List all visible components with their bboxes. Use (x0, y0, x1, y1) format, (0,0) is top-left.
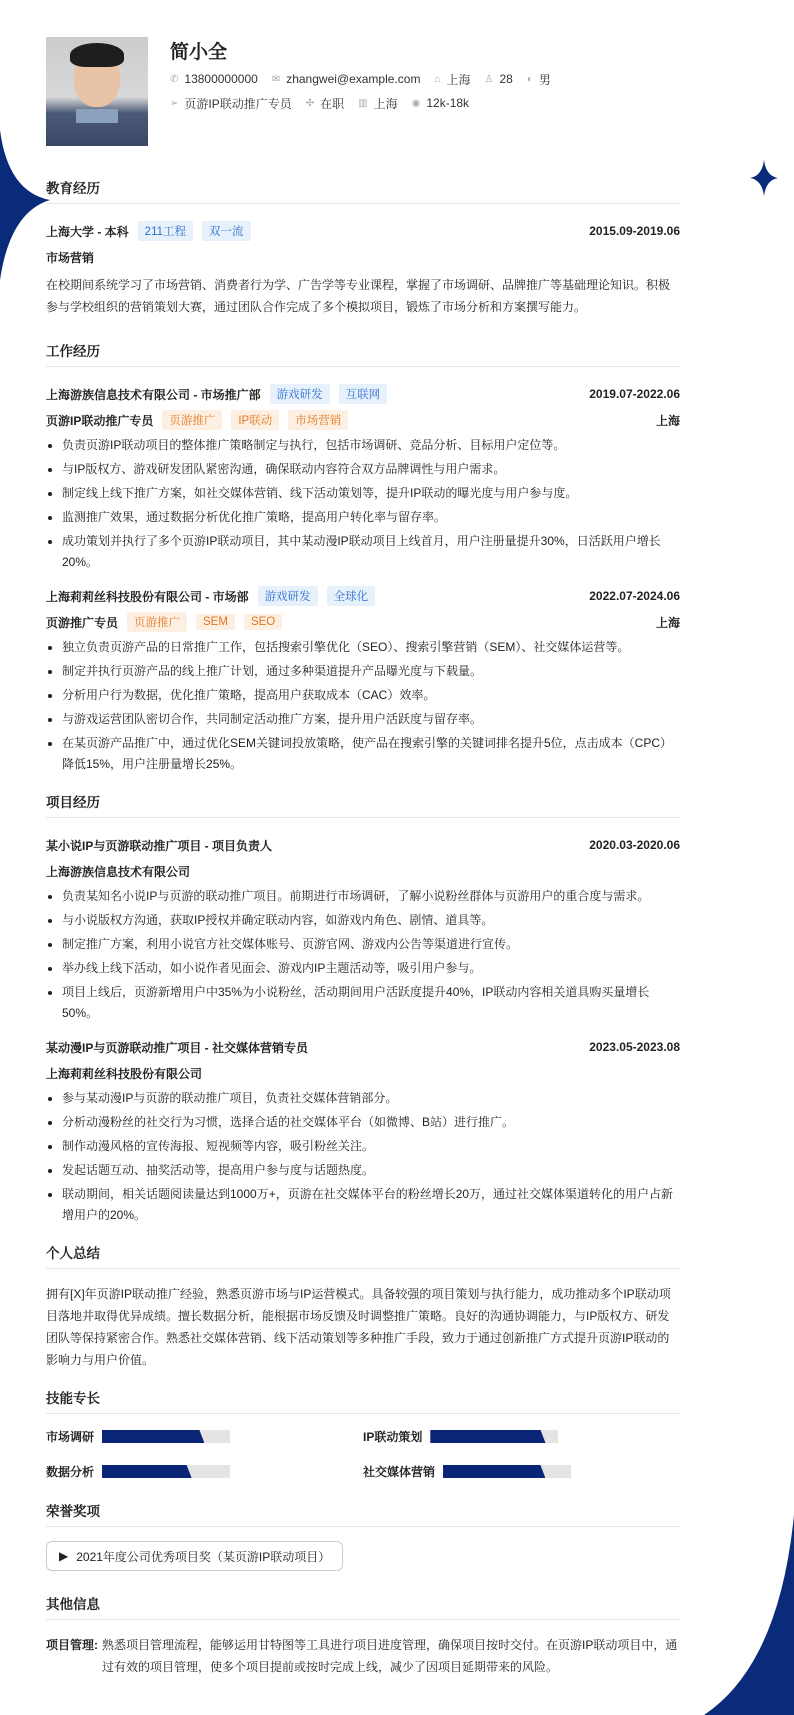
date: 2020.03-2020.06 (589, 838, 680, 852)
salary: 12k-18k (426, 96, 470, 110)
description: 在校期间系统学习了市场营销、消费者行为学、广告学等专业课程，掌握了市场调研、品牌推广等基础理论知识。积极参与学校组织的营销策划大赛，通过团队合作完成了多个模拟项目，锻炼了市场分析和方案撰写能力。 (46, 278, 671, 314)
skill-name: 社交媒体营销 (363, 1465, 436, 1479)
company: 上海游族信息技术有限公司 (46, 864, 191, 879)
company: 上海莉莉丝科技股份有限公司 (46, 1066, 203, 1081)
tag: 页游推广 (162, 410, 222, 430)
list-item: 制定并执行页游产品的线上推广计划，通过多种渠道提升产品曝光度与下载量。 (46, 661, 680, 682)
list-item: 制作动漫风格的宣传海报、短视频等内容，吸引粉丝关注。 (46, 1136, 680, 1157)
section-title: 教育经历 (46, 177, 680, 204)
age: 28 (499, 72, 513, 86)
section-title: 其他信息 (46, 1593, 680, 1620)
gender-icon: ◐ (526, 73, 533, 85)
skill-bar (443, 1465, 571, 1478)
city: 上海 (655, 615, 680, 630)
tag: 游戏研发 (270, 384, 330, 404)
other-section (46, 1593, 680, 1678)
summary-text: 拥有[X]年页游IP联动推广经验，熟悉页游市场与IP运营模式。具备较强的项目策划与执行能力，成功推动多个IP联动项目落地并取得优异成绩。擅长数据分析，能根据市场反馈及时调整推广策略。良好的沟通协调能力，与IP版权方、研发团队等保持紧密合作。熟悉社交媒体营销、线下活动策划等多种推广手段，致力于通过创新推广方式提升页游IP联动的影响力与用户价值。 (46, 1287, 671, 1367)
building-icon: ▥ (358, 97, 368, 109)
project-name: 某小说IP与页游联动推广项目 - 项目负责人 (46, 838, 273, 853)
gender: 男 (538, 72, 551, 87)
target-city: 上海 (373, 96, 398, 111)
list-item: 发起话题互动、抽奖活动等，提高用户参与度与话题热度。 (46, 1160, 680, 1181)
list-item: 负责某知名小说IP与页游的联动推广项目。前期进行市场调研，了解小说粉丝群体与页游用户的重合度与需求。 (46, 886, 680, 907)
avatar (46, 37, 148, 146)
role: 页游IP联动推广专员 (46, 413, 154, 428)
list-item: 与IP版权方、游戏研发团队紧密沟通，确保联动内容符合双方品牌调性与用户需求。 (46, 459, 680, 480)
tag: 游戏研发 (258, 586, 318, 606)
award-label: 2021年度公司优秀项目奖（某页游IP联动项目） (76, 1549, 331, 1564)
list-item: 与游戏运营团队密切合作，共同制定活动推广方案，提升用户活跃度与留存率。 (46, 709, 680, 730)
age-icon: ♙ (484, 73, 494, 85)
project-entry (46, 832, 680, 1024)
work-entry (46, 583, 680, 775)
decorative-shape (0, 130, 50, 280)
triangle-right-icon: ▶ (59, 1549, 69, 1563)
date: 2022.07-2024.06 (589, 589, 680, 603)
list-item: 监测推广效果，通过数据分析优化推广策略，提高用户转化率与留存率。 (46, 507, 680, 528)
tag: 页游推广 (127, 612, 187, 632)
skill-item (46, 1428, 363, 1445)
tag: SEM (196, 614, 235, 630)
location: 上海 (446, 72, 471, 87)
skill-item (363, 1463, 680, 1480)
tag: 211工程 (138, 221, 193, 241)
email: zhangwei@example.com (286, 72, 421, 86)
skill-bar-fill (443, 1465, 545, 1478)
skill-name: IP联动策划 (363, 1430, 423, 1444)
tag: 全球化 (327, 586, 376, 606)
tag: 双一流 (202, 221, 251, 241)
status: 在职 (320, 96, 345, 111)
tag: 互联网 (339, 384, 388, 404)
date: 2019.07-2022.06 (589, 387, 680, 401)
tag: 市场营销 (288, 410, 348, 430)
skill-bar-fill (102, 1465, 192, 1478)
skill-bar (102, 1465, 230, 1478)
list-item: 联动期间，相关话题阅读量达到1000万+，页游在社交媒体平台的粉丝增长20万，通过社交媒体渠道转化的用户占新增用户的20%。 (46, 1184, 680, 1226)
tag: SEO (244, 614, 282, 630)
awards-section (46, 1500, 680, 1571)
skill-name: 市场调研 (46, 1430, 95, 1444)
list-item: 成功策划并执行了多个页游IP联动项目，其中某动漫IP联动项目上线首月，用户注册量提升30%，日活跃用户增长20%。 (46, 531, 680, 573)
phone: 13800000000 (184, 72, 258, 86)
skill-bar-fill (430, 1430, 545, 1443)
list-item: 制定推广方案，利用小说官方社交媒体账号、页游官网、游戏内公告等渠道进行宣传。 (46, 934, 680, 955)
date: 2015.09-2019.06 (589, 224, 680, 238)
tag: IP联动 (231, 410, 279, 430)
list-item: 分析用户行为数据，优化推广策略，提高用户获取成本（CAC）效率。 (46, 685, 680, 706)
projects-section (46, 791, 680, 1226)
send-icon: ➢ (170, 97, 179, 109)
list-item: 独立负责页游产品的日常推广工作，包括搜索引擎优化（SEO）、搜索引擎营销（SEM）、社交媒体运营等。 (46, 637, 680, 658)
other-label: 项目管理: (46, 1638, 98, 1652)
project-name: 某动漫IP与页游联动推广项目 - 社交媒体营销专员 (46, 1040, 309, 1055)
date: 2023.05-2023.08 (589, 1040, 680, 1054)
position: 页游IP联动推广专员 (184, 96, 292, 111)
company: 上海莉莉丝科技股份有限公司 - 市场部 (46, 589, 249, 604)
status-icon: ✣ (305, 97, 315, 109)
section-title: 工作经历 (46, 340, 680, 367)
award-item[interactable] (46, 1541, 343, 1571)
education-section (46, 177, 680, 318)
skill-item (363, 1428, 680, 1445)
name: 简小全 (170, 42, 228, 63)
skill-bar (102, 1430, 230, 1443)
skill-name: 数据分析 (46, 1465, 95, 1479)
skill-item (46, 1463, 363, 1480)
list-item: 分析动漫粉丝的社交行为习惯，选择合适的社交媒体平台（如微博、B站）进行推广。 (46, 1112, 680, 1133)
company: 上海游族信息技术有限公司 - 市场推广部 (46, 387, 261, 402)
section-title: 荣誉奖项 (46, 1500, 680, 1527)
role: 页游推广专员 (46, 615, 119, 630)
school: 上海大学 - 本科 (46, 224, 129, 239)
work-section (46, 340, 680, 775)
project-entry (46, 1034, 680, 1226)
section-title: 技能专长 (46, 1387, 680, 1414)
section-title: 项目经历 (46, 791, 680, 818)
star-icon (750, 160, 778, 196)
skill-bar-fill (102, 1430, 204, 1443)
other-text: 熟悉项目管理流程，能够运用甘特图等工具进行项目进度管理，确保项目按时交付。在页游IP联动项目中，通过有效的项目管理，使多个项目提前或按时完成上线，减少了因项目延期带来的风险。 (102, 1638, 678, 1674)
major: 市场营销 (46, 250, 95, 265)
list-item: 参与某动漫IP与页游的联动推广项目，负责社交媒体营销部分。 (46, 1088, 680, 1109)
list-item: 负责页游IP联动项目的整体推广策略制定与执行，包括市场调研、竞品分析、目标用户定位等。 (46, 435, 680, 456)
section-title: 个人总结 (46, 1242, 680, 1269)
profile-header (46, 37, 680, 147)
decorative-shape (684, 1515, 794, 1715)
summary-section (46, 1242, 680, 1371)
list-item: 项目上线后，页游新增用户中35%为小说粉丝，活动期间用户活跃度提升40%，IP联动内容相关道具购买量增长50%。 (46, 982, 680, 1024)
phone-icon: ✆ (170, 73, 179, 85)
list-item: 举办线上线下活动，如小说作者见面会、游戏内IP主题活动等，吸引用户参与。 (46, 958, 680, 979)
city: 上海 (655, 413, 680, 428)
home-icon: ⌂ (434, 73, 441, 85)
list-item: 制定线上线下推广方案，如社交媒体营销、线下活动策划等，提升IP联动的曝光度与用户参与度。 (46, 483, 680, 504)
skill-bar (430, 1430, 558, 1443)
skills-section (46, 1387, 680, 1480)
list-item: 在某页游产品推广中，通过优化SEM关键词投放策略，使产品在搜索引擎的关键词排名提升5位，点击成本（CPC）降低15%，用户注册量增长25%。 (46, 733, 680, 775)
mail-icon: ✉ (271, 73, 281, 85)
work-entry (46, 381, 680, 573)
list-item: 与小说版权方沟通，获取IP授权并确定联动内容，如游戏内角色、剧情、道具等。 (46, 910, 680, 931)
salary-icon: ◉ (411, 97, 421, 109)
